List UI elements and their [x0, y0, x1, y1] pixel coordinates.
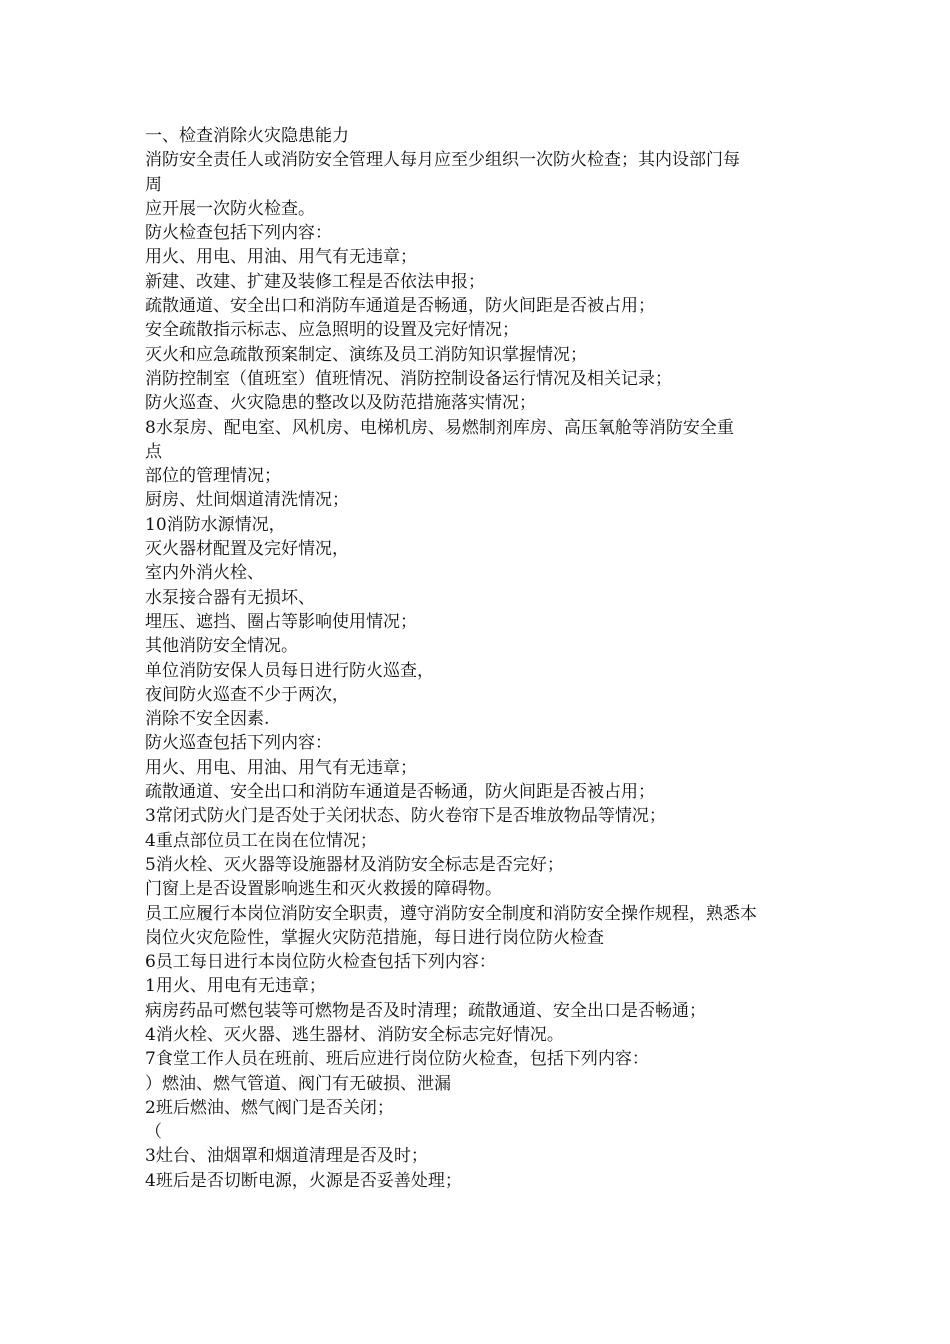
- text-line: 2班后燃油、燃气阀门是否关闭；: [145, 1097, 394, 1118]
- text-line: 病房药品可燃包装等可燃物是否及时清理；疏散通道、安全出口是否畅通；: [145, 1000, 706, 1021]
- text-line: 岗位火灾危险性，掌握火灾防范措施，每日进行岗位防火检查: [145, 927, 604, 948]
- text-line: 1用火、用电有无违章；: [145, 976, 326, 997]
- text-line: 8水泵房、配电室、风机房、电梯机房、易燃制剂库房、高压氧舱等消防安全重: [145, 417, 734, 438]
- text-line: 防火巡查包括下列内容：: [145, 733, 332, 754]
- text-line: 用火、用电、用油、用气有无违章；: [145, 757, 417, 778]
- text-line: 6员工每日进行本岗位防火检查包括下列内容：: [145, 952, 496, 973]
- text-line: 3灶台、油烟罩和烟道清理是否及时；: [145, 1146, 428, 1167]
- text-line: 埋压、遮挡、圈占等影响使用情况；: [145, 611, 417, 632]
- text-line: 安全疏散指示标志、应急照明的设置及完好情况；: [145, 320, 519, 341]
- text-line: 其他消防安全情况。: [145, 636, 298, 657]
- text-line: 水泵接合器有无损坏、: [145, 587, 315, 608]
- text-line: 部位的管理情况；: [145, 466, 281, 487]
- text-line: 7食堂工作人员在班前、班后应进行岗位防火检查，包括下列内容：: [145, 1049, 649, 1070]
- text-line: 用火、用电、用油、用气有无违章；: [145, 247, 417, 268]
- text-line: 防火巡查、火灾隐患的整改以及防范措施落实情况；: [145, 393, 536, 414]
- document-body: [145, 124, 815, 1193]
- text-line: 室内外消火栓、: [145, 563, 264, 584]
- text-line: 4重点部位员工在岗在位情况；: [145, 830, 377, 851]
- text-line: 消防安全责任人或消防安全管理人每月应至少组织一次防火检查；其内设部门每: [145, 150, 740, 171]
- text-line: 灭火和应急疏散预案制定、演练及员工消防知识掌握情况；: [145, 344, 587, 365]
- text-line: 疏散通道、安全出口和消防车通道是否畅通，防火间距是否被占用；: [145, 296, 655, 317]
- text-line: 消除不安全因素.: [145, 709, 270, 730]
- text-line: 10消防水源情况，: [145, 514, 286, 535]
- text-line: 5消火栓、灭火器等设施器材及消防安全标志是否完好；: [145, 854, 564, 875]
- text-line: 消防控制室（值班室）值班情况、消防控制设备运行情况及相关记录；: [145, 368, 672, 389]
- text-line: 4消火栓、灭火器、逃生器材、消防安全标志完好情况。: [145, 1024, 564, 1045]
- text-line: （: [145, 1122, 162, 1143]
- text-line: 周: [145, 174, 162, 195]
- text-line: 厨房、灶间烟道清洗情况；: [145, 490, 349, 511]
- text-line: 防火检查包括下列内容：: [145, 223, 332, 244]
- text-line: 疏散通道、安全出口和消防车通道是否畅通，防火间距是否被占用；: [145, 782, 655, 803]
- text-line: 应开展一次防火检查。: [145, 198, 315, 219]
- text-line: 点: [145, 441, 162, 462]
- text-line: 员工应履行本岗位消防安全职责，遵守消防安全制度和消防安全操作规程，熟悉本: [145, 903, 757, 924]
- section-heading: 一、检查消除火灾隐患能力: [145, 126, 349, 146]
- text-line: 门窗上是否设置影响逃生和灭火救援的障碍物。: [145, 879, 502, 900]
- text-line: 夜间防火巡查不少于两次，: [145, 684, 349, 705]
- text-line: 4班后是否切断电源，火源是否妥善处理；: [145, 1170, 462, 1191]
- text-line: 3常闭式防火门是否处于关闭状态、防火卷帘下是否堆放物品等情况；: [145, 806, 666, 827]
- text-line: 单位消防安保人员每日进行防火巡查，: [145, 660, 434, 681]
- text-line: 新建、改建、扩建及装修工程是否依法申报；: [145, 271, 485, 292]
- text-line: 灭火器材配置及完好情况，: [145, 539, 349, 560]
- text-line: ）燃油、燃气管道、阀门有无破损、泄漏: [145, 1073, 451, 1094]
